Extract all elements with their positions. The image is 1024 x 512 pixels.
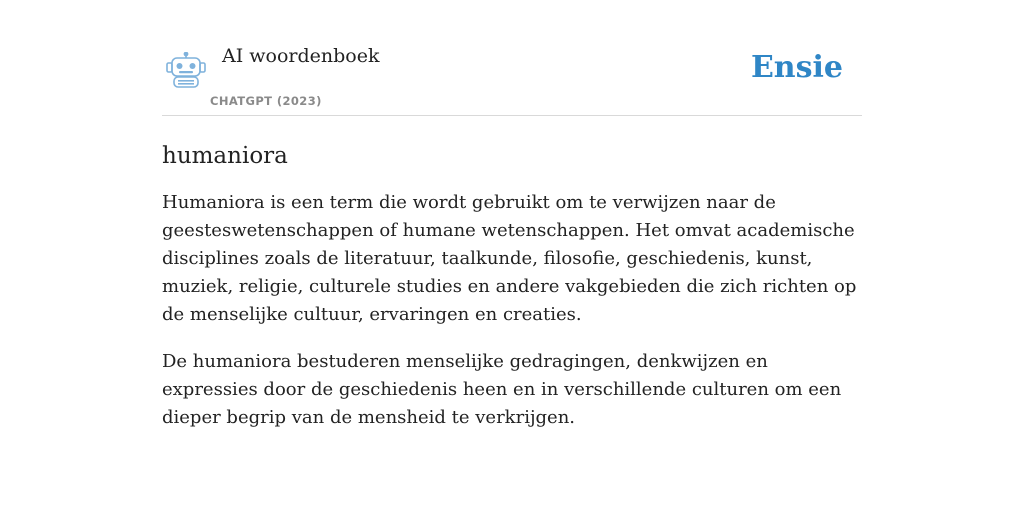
dictionary-title: AI woordenboek	[222, 45, 380, 67]
entry-header	[162, 0, 862, 116]
entry-term: humaniora	[162, 143, 288, 169]
dictionary-entry-card	[162, 0, 862, 432]
robot-icon	[166, 52, 206, 88]
source-label: CHATGPT (2023)	[210, 94, 322, 108]
definition-paragraph-1: Humaniora is een term die wordt gebruikt om te verwijzen naar de geesteswetenschappen of humane wetenschappen. Het omvat academische disciplines zoals de literatuur, taalkunde, filosofie, geschiedenis, kunst, muziek, religie, culturele studies en andere vakgebieden die zich richten op de menselijke cultuur, ervaringen en creaties.	[162, 192, 857, 325]
definition-paragraph-2: De humaniora bestuderen menselijke gedragingen, denkwijzen en expressies door de geschiedenis heen en in verschillende culturen om een dieper begrip van de mensheid te verkrijgen.	[162, 351, 842, 428]
brand-logo[interactable]: Ensie	[750, 50, 843, 85]
